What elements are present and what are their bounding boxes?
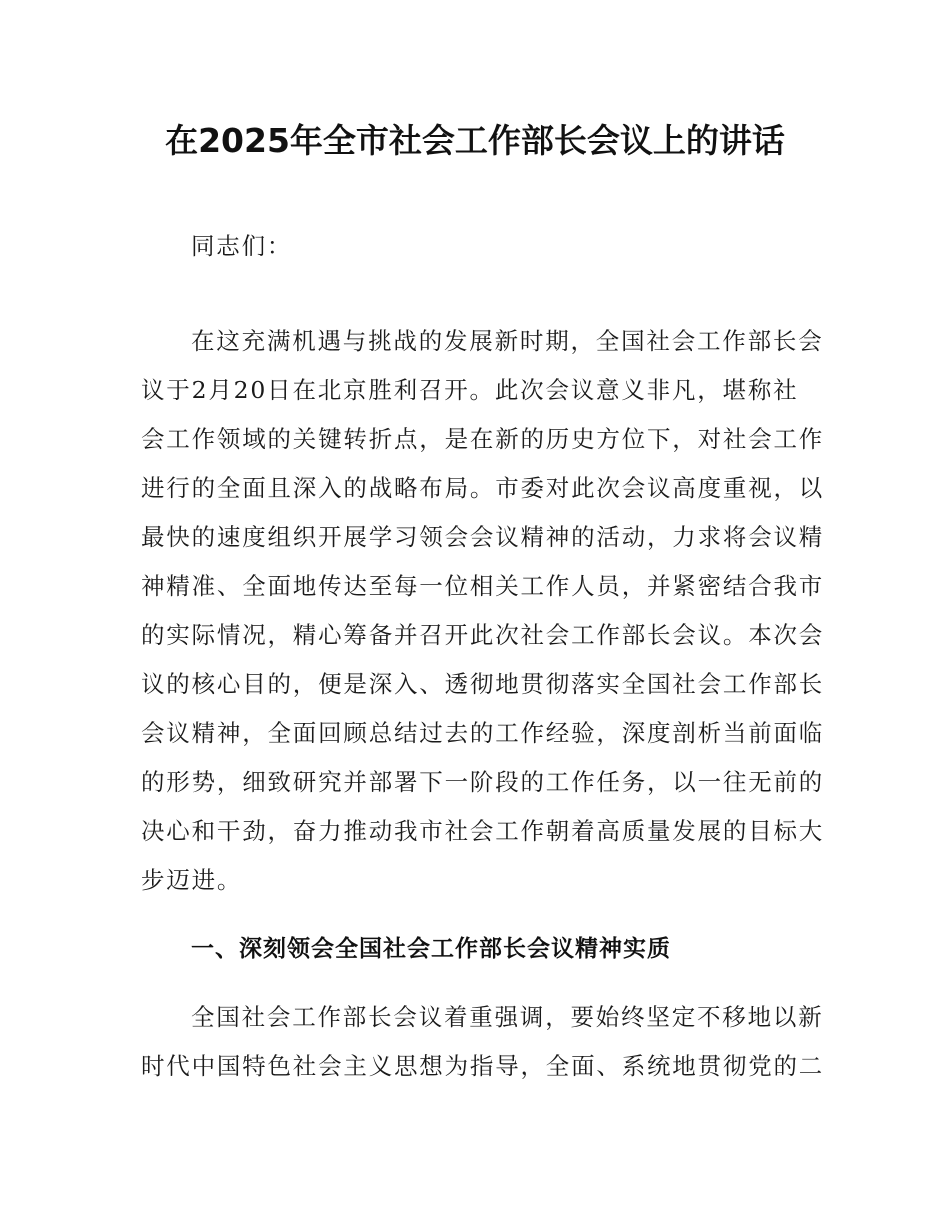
paragraph-line: 神精准、全面地传达至每一位相关工作人员，并紧密结合我市 — [141, 572, 825, 600]
paragraph-line: 全国社会工作部长会议着重强调，要始终坚定不移地以新 — [191, 1003, 824, 1031]
paragraph-line: 议的核心目的，便是深入、透彻地贯彻落实全国社会工作部长 — [141, 670, 825, 698]
paragraph-2 — [141, 993, 825, 1091]
document-title: 在2025年全市社会工作部长会议上的讲话 — [165, 121, 785, 160]
greeting — [141, 222, 809, 271]
section-1-heading: 一、深刻领会全国社会工作部长会议精神实质 — [191, 936, 671, 962]
paragraph-line: 的形势，细致研究并部署下一阶段的工作任务，以一往无前的 — [141, 768, 825, 796]
paragraph-line: 在这充满机遇与挑战的发展新时期，全国社会工作部长会 — [191, 327, 824, 355]
paragraph-line: 会工作领域的关键转折点，是在新的历史方位下，对社会工作 — [141, 425, 825, 453]
paragraph-line: 步迈进。 — [141, 866, 243, 894]
paragraph-line: 时代中国特色社会主义思想为指导，全面、系统地贯彻党的二 — [141, 1052, 825, 1080]
paragraph-line: 的实际情况，精心筹备并召开此次社会工作部长会议。本次会 — [141, 621, 825, 649]
paragraph-line: 议于2月20日在北京胜利召开。此次会议意义非凡，堪称社 — [141, 376, 799, 404]
paragraph-line: 最快的速度组织开展学习领会会议精神的活动，力求将会议精 — [141, 523, 825, 551]
paragraph-1 — [141, 317, 825, 905]
paragraph-line: 会议精神，全面回顾总结过去的工作经验，深度剖析当前面临 — [141, 719, 825, 747]
paragraph-line: 决心和干劲，奋力推动我市社会工作朝着高质量发展的目标大 — [141, 817, 825, 845]
greeting-text: 同志们： — [191, 232, 293, 260]
paragraph-line: 进行的全面且深入的战略布局。市委对此次会议高度重视，以 — [141, 474, 825, 502]
